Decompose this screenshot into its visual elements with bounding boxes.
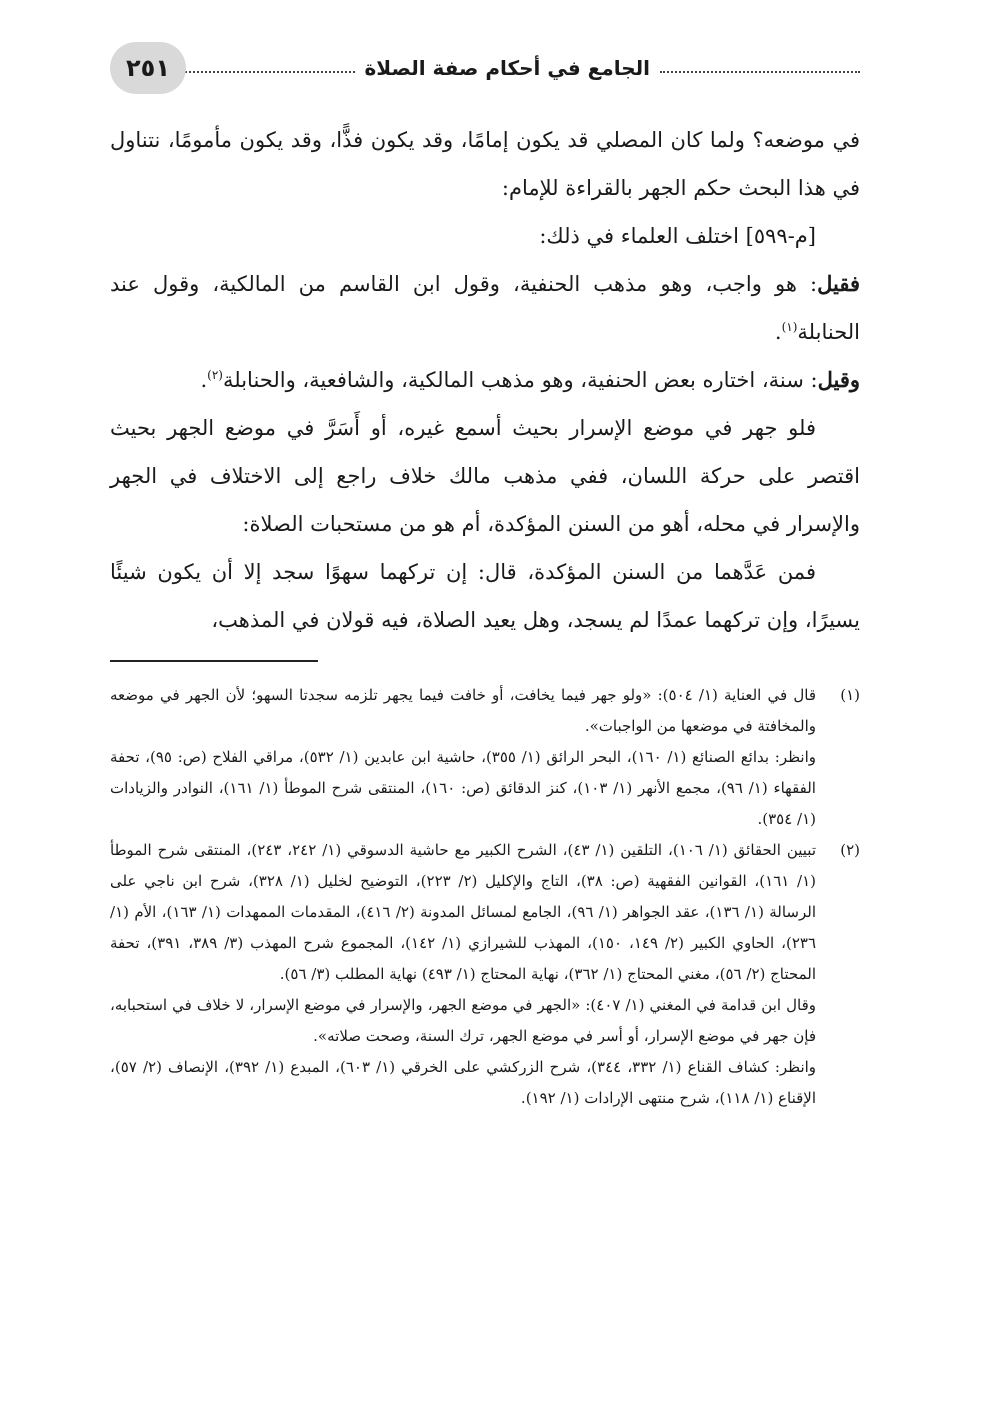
- footnote-body: [110, 835, 816, 1114]
- main-text: [110, 116, 860, 644]
- paragraph-2: [م-٥٩٩] اختلف العلماء في ذلك:: [539, 224, 816, 248]
- paragraph-4-end: .: [200, 368, 208, 392]
- footnote-paragraph: وانظر: كشاف القناع (١/ ٣٣٢، ٣٤٤)، شرح الزركشي على الخرقي (١/ ٦٠٣)، المبدع (١/ ٣٩٢)، الإنصاف (٢/ ٥٧)، الإقناع (١/ ١١٨)، شرح منتهى الإرادات (١/ ١٩٢).: [110, 1058, 817, 1107]
- footnote-ref-1[interactable]: (١): [781, 320, 798, 334]
- header-dots-right: [660, 71, 860, 73]
- paragraph-3-end: .: [774, 320, 782, 344]
- paragraph-4: [110, 356, 860, 404]
- paragraph-3: [110, 260, 860, 356]
- book-title: الجامع في أحكام صفة الصلاة: [364, 56, 650, 80]
- footnote-separator: [110, 660, 318, 662]
- footnote-1: [110, 680, 860, 835]
- footnotes: [110, 680, 860, 1114]
- footnote-2: [110, 835, 860, 1114]
- running-title: [172, 48, 860, 88]
- footnote-body: [110, 680, 816, 835]
- lead-word: فقيل: [817, 271, 860, 296]
- footnote-paragraph: تبيين الحقائق (١/ ١٠٦)، التلقين (١/ ٤٣)، الشرح الكبير مع حاشية الدسوقي (١/ ٢٤٢، ٢٤٣)، المنتقى شرح الموطأ (١/ ١٦١)، القوانين الفقهية (ص: ٣٨)، التاج والإكليل (٢/ ٢٢٣)، التوضيح لخليل (١/ ٣٢٨)، شرح ابن ناجي على الرسالة (١/ ١٣٦)، عقد الجواهر (١/ ٩٦)، الجامع لمسائل المدونة (٢/ ٤١٦)، المقدمات الممهدات (١/ ١٦٣)، الأم (١/ ٢٣٦)، الحاوي الكبير (٢/ ١٤٩، ١٥٠)، المهذب للشيرازي (١/ ١٤٢)، المجموع شرح المهذب (٣/ ٣٨٩، ٣٩١)، تحفة المحتاج (٢/ ٥٦)، مغني المحتاج (١/ ٣٦٢)، نهاية المحتاج (١/ ٤٩٣) نهاية المطلب (٣/ ٥٦).: [110, 841, 817, 983]
- footnote-paragraph: وقال ابن قدامة في المغني (١/ ٤٠٧): «الجهر في موضع الجهر، والإسرار في موضع الإسرار، لا خلاف في استحبابه، فإن جهر في موضع الإسرار، أو أسر في موضع الجهر، ترك السنة، وصحت صلاته».: [110, 996, 816, 1045]
- paragraph-3-text: : هو واجب، وهو مذهب الحنفية، وقول ابن القاسم من المالكية، وقول عند الحنابلة: [110, 272, 860, 344]
- paragraph-1: في موضعه؟ ولما كان المصلي قد يكون إمامًا، وقد يكون فذًّا، وقد يكون مأمومًا، نتناول في هذا البحث حكم الجهر بالقراءة للإمام:: [110, 128, 860, 200]
- footnote-paragraph: وانظر: بدائع الصنائع (١/ ١٦٠)، البحر الرائق (١/ ٣٥٥)، حاشية ابن عابدين (١/ ٥٣٢)، مراقي الفلاح (ص: ٩٥)، تحفة الفقهاء (١/ ٩٦)، مجمع الأنهر (١/ ١٠٣)، كنز الدقائق (ص: ١٦٠)، المنتقى شرح الموطأ (١/ ١٦١)، النوادر والزيادات (١/ ٣٥٤).: [110, 748, 816, 828]
- paragraph-5: فلو جهر في موضع الإسرار بحيث أسمع غيره، أو أَسَرَّ في موضع الجهر بحيث اقتصر على حركة اللسان، ففي مذهب مالك خلاف راجع إلى الاختلاف في الجهر والإسرار في محله، أهو من السنن المؤكدة، أم هو من مستحبات الصلاة:: [110, 416, 860, 536]
- footnote-ref-2[interactable]: (٢): [207, 368, 223, 382]
- header-dots-left: [172, 71, 355, 73]
- page-number-badge: ٢٥١: [110, 42, 186, 94]
- book-page: [110, 38, 860, 1388]
- paragraph-4-text: : سنة، اختاره بعض الحنفية، وهو مذهب المالكية، والشافعية، والحنابلة: [222, 368, 818, 392]
- paragraph-6: فمن عَدَّهما من السنن المؤكدة، قال: إن تركهما سهوًا سجد إلا أن يكون شيئًا يسيرًا، وإن تركهما عمدًا لم يسجد، وهل يعيد الصلاة، فيه قولان في المذهب،: [110, 560, 860, 632]
- running-header: [110, 38, 860, 98]
- footnote-number: (١): [840, 686, 860, 704]
- lead-word: وقيل: [817, 367, 860, 392]
- footnote-paragraph: قال في العناية (١/ ٥٠٤): «ولو جهر فيما يخافت، أو خافت فيما يجهر تلزمه سجدتا السهو؛ لأن الجهر في موضعه والمخافتة في موضعها من الواجبات».: [110, 686, 816, 735]
- footnote-number: (٢): [840, 841, 860, 859]
